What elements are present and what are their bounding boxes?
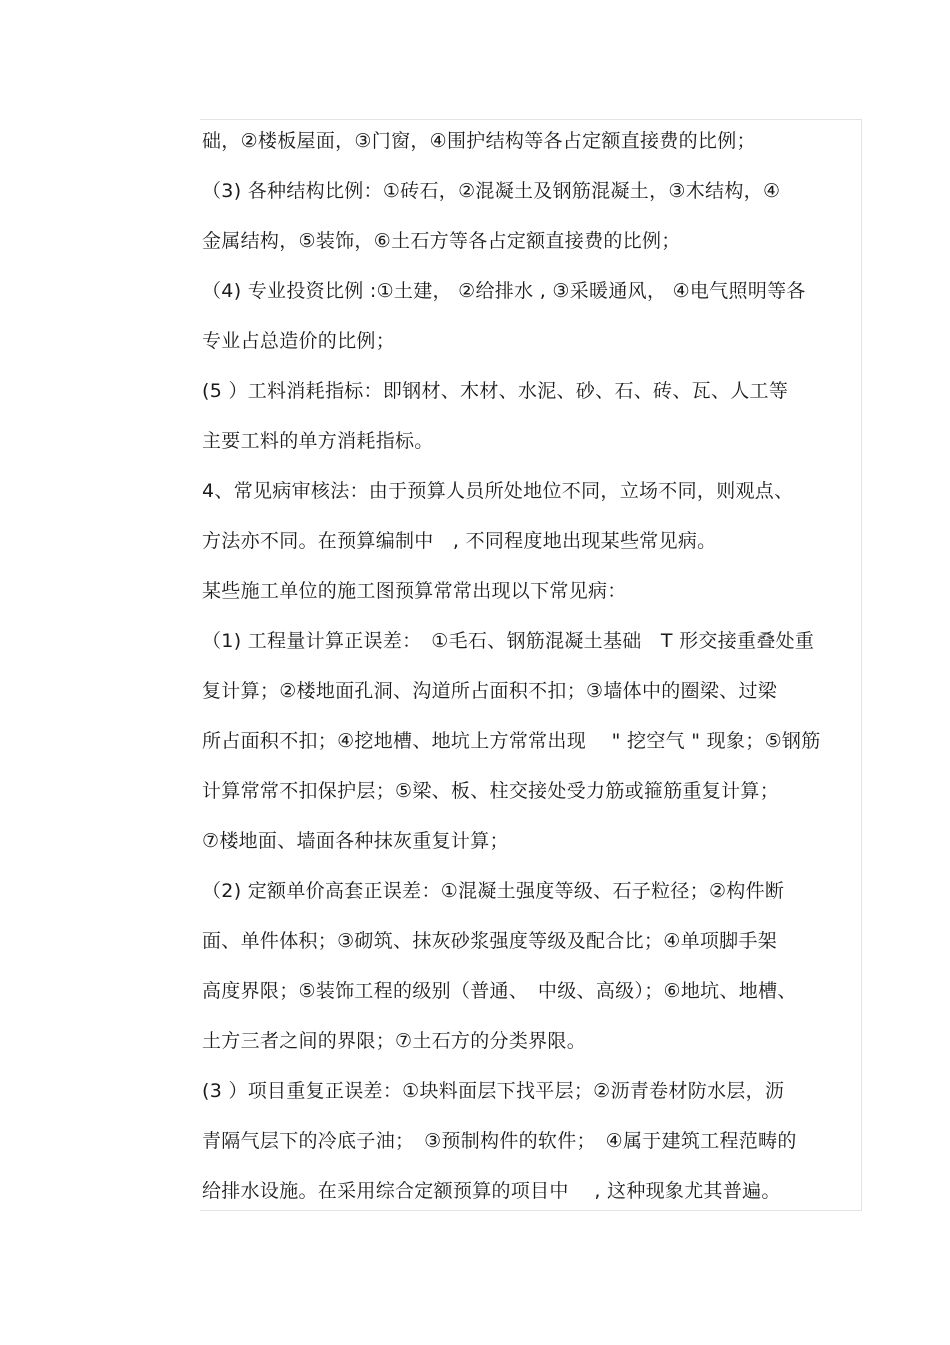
text-line: 给排水设施。在采用综合定额预算的项目中 , 这种现象尤其普遍。 — [202, 1180, 781, 1202]
text-line: 土方三者之间的界限；⑦土石方的分类界限。 — [202, 1030, 587, 1052]
text-line: 青隔气层下的冷底子油； ③预制构件的软件； ④属于建筑工程范畴的 — [202, 1130, 797, 1152]
document-body — [202, 116, 862, 1216]
text-line: 复计算；②楼地面孔洞、沟道所占面积不扣；③墙体中的圈梁、过梁 — [202, 680, 778, 702]
text-line: 面、单件体积；③砌筑、抹灰砂浆强度等级及配合比；④单项脚手架 — [202, 930, 778, 952]
text-line: （2) 定额单价高套正误差：①混凝土强度等级、石子粒径；②构件断 — [202, 880, 785, 902]
text-line: （4) 专业投资比例 :①土建， ②给排水 , ③采暖通风， ④电气照明等各 — [202, 280, 806, 302]
text-line: 专业占总造价的比例； — [202, 330, 396, 352]
text-line: 方法亦不同。在预算编制中 , 不同程度地出现某些常见病。 — [202, 530, 717, 552]
text-line: (3 ）项目重复正误差：①块料面层下找平层；②沥青卷材防水层，沥 — [202, 1080, 785, 1102]
text-line: 金属结构，⑤装饰，⑥土石方等各占定额直接费的比例； — [202, 230, 681, 252]
text-line: 高度界限；⑤装饰工程的级别（普通、 中级、高级）；⑥地坑、地槽、 — [202, 980, 797, 1002]
text-line: （3) 各种结构比例：①砖石，②混凝土及钢筋混凝土，③木结构，④ — [202, 180, 781, 202]
text-line: 础，②楼板屋面，③门窗，④围护结构等各占定额直接费的比例； — [202, 130, 756, 152]
text-line: 计算常常不扣保护层；⑤梁、板、柱交接处受力筋或箍筋重复计算； — [202, 780, 780, 802]
text-line: (5 ）工料消耗指标：即钢材、木材、水泥、砂、石、砖、瓦、人工等 — [202, 380, 789, 402]
text-line: ⑦楼地面、墙面各种抹灰重复计算； — [202, 830, 509, 852]
text-line: 主要工料的单方消耗指标。 — [202, 430, 434, 452]
text-line: 所占面积不扣；④挖地槽、地坑上方常常出现 " 挖空气 " 现象；⑤钢筋 — [202, 730, 821, 752]
text-line: 某些施工单位的施工图预算常常出现以下常见病： — [202, 580, 627, 602]
text-line: （1) 工程量计算正误差： ①毛石、钢筋混凝土基础 T 形交接重叠处重 — [202, 630, 815, 652]
text-line: 4、常见病审核法：由于预算人员所处地位不同，立场不同，则观点、 — [202, 480, 794, 502]
